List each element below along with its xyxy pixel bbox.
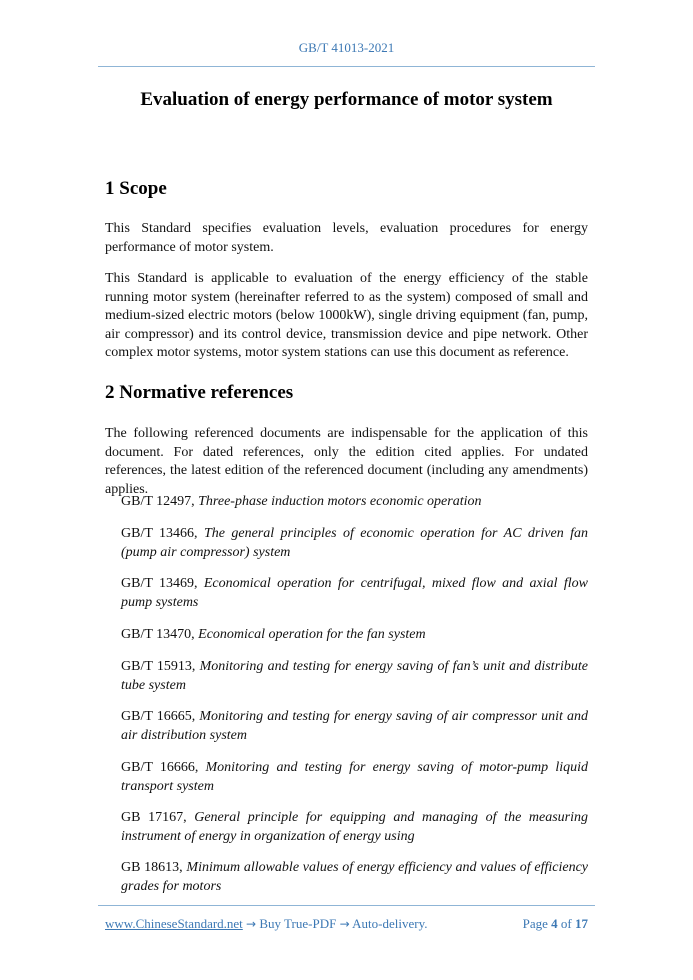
reference-code: GB/T 13469, — [121, 576, 198, 591]
reference-title: Three-phase induction motors economic operation — [198, 494, 482, 509]
reference-code: GB/T 12497, — [121, 494, 195, 509]
header-divider — [98, 66, 595, 67]
reference-code: GB/T 15913, — [121, 659, 196, 674]
reference-code: GB/T 16666, — [121, 760, 199, 775]
section-heading-normative-references: 2 Normative references — [105, 382, 294, 403]
reference-title: Economical operation for centrifugal, mixed flow and axial flow pump systems — [121, 576, 589, 610]
reference-title: The general principles of economic operation for AC driven fan (pump air compressor) system — [121, 526, 588, 560]
buy-true-pdf-link[interactable]: Buy True-PDF — [259, 916, 337, 931]
document-title: Evaluation of energy performance of motor system — [140, 89, 553, 110]
normative-references-intro: The following referenced documents are indispensable for the application of this document. For dated references, only the edition cited applies. For undated references, the latest edition of the referenced document (including any amendments) applies. — [105, 426, 588, 497]
reference-code: GB 17167, — [121, 810, 187, 825]
footer-divider — [98, 905, 595, 906]
footer-links — [105, 916, 428, 932]
page-current: 4 — [551, 916, 558, 931]
reference-item — [121, 859, 588, 896]
reference-title: General principle for equipping and managing of the measuring instrument of energy in organization of energy using — [121, 810, 589, 844]
site-link[interactable]: www.ChineseStandard.net — [105, 916, 243, 931]
arrow-right-icon: → — [339, 917, 350, 931]
reference-code: GB/T 16665, — [121, 709, 196, 724]
section-heading-scope: 1 Scope — [105, 178, 167, 199]
page-number — [523, 916, 588, 932]
reference-item — [121, 809, 588, 846]
reference-item — [121, 759, 588, 796]
reference-item — [121, 575, 588, 612]
scope-paragraph-1: This Standard specifies evaluation levels, evaluation procedures for energy performance of motor system. — [105, 221, 588, 255]
reference-item — [121, 525, 588, 562]
reference-title: Economical operation for the fan system — [198, 627, 426, 642]
reference-title: Monitoring and testing for energy saving of fan’s unit and distribute tube system — [121, 659, 589, 693]
scope-paragraph-2: This Standard is applicable to evaluation of the energy efficiency of the stable running motor system (hereinafter referred to as the system) composed of small and medium-sized electric motors (below 1000kW), single driving equipment (fan, pump, air compressor) and its control device, transmission device and pipe network. Other complex motor systems, motor system stations can use this document as reference. — [105, 271, 588, 360]
page-label: Page — [522, 916, 548, 931]
reference-item — [121, 658, 588, 695]
reference-title: Monitoring and testing for energy saving of air compressor unit and air distribution system — [121, 709, 589, 743]
reference-item — [121, 493, 588, 512]
reference-item — [121, 708, 588, 745]
reference-title: Minimum allowable values of energy efficiency and values of efficiency grades for motors — [121, 860, 588, 894]
auto-delivery-text: Auto-delivery. — [352, 916, 428, 931]
page-total: 17 — [575, 916, 588, 931]
reference-code: GB 18613, — [121, 860, 183, 875]
arrow-right-icon: → — [246, 917, 257, 931]
standard-code-header: GB/T 41013-2021 — [298, 40, 395, 55]
page-of-label: of — [560, 916, 572, 931]
reference-code: GB/T 13470, — [121, 627, 195, 642]
reference-code: GB/T 13466, — [121, 526, 198, 541]
reference-item — [121, 626, 588, 645]
reference-title: Monitoring and testing for energy saving of motor-pump liquid transport system — [121, 760, 589, 794]
